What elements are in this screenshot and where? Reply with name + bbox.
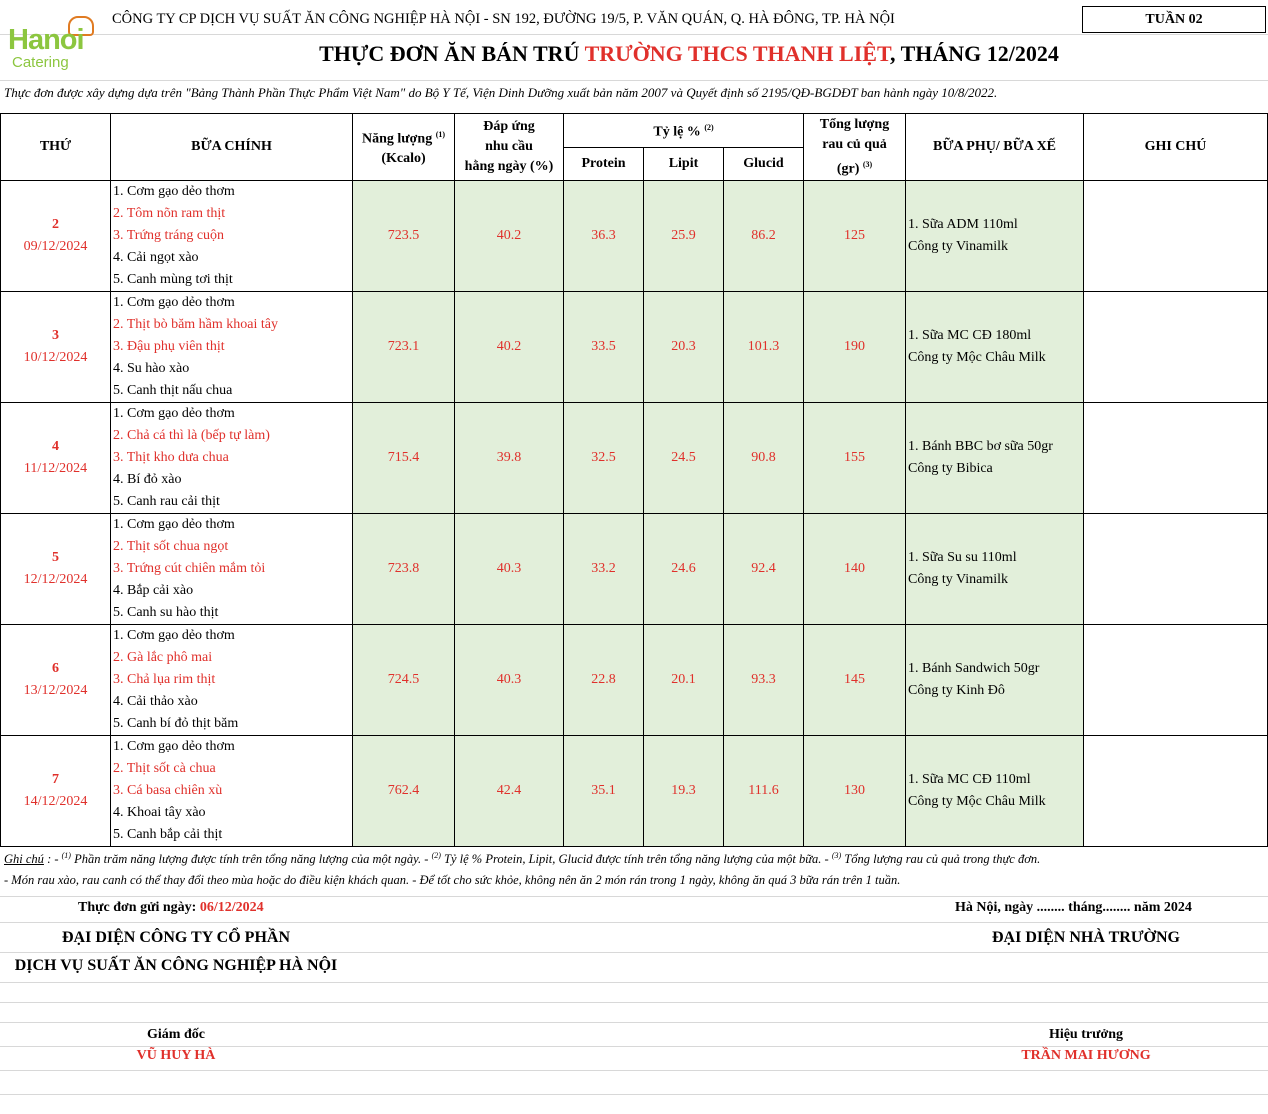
note-cell xyxy=(1084,181,1268,292)
sent-date: Thực đơn gửi ngày: 06/12/2024 xyxy=(78,900,264,915)
vegetable-value: 130 xyxy=(804,736,906,847)
dish-item: 5. Canh mùng tơi thịt xyxy=(113,272,233,287)
col-lipit: Lipit xyxy=(644,148,724,181)
dish-item: 3. Chả lụa rim thịt xyxy=(113,672,216,687)
day-cell xyxy=(1,514,111,625)
dish-item: 5. Canh bắp cải thịt xyxy=(113,827,223,842)
protein-value: 22.8 xyxy=(564,625,644,736)
menu-table xyxy=(0,113,1268,847)
director-title: Giám đốc xyxy=(147,1027,205,1042)
title-school: TRƯỜNG THCS THANH LIỆT xyxy=(584,41,890,66)
note-cell xyxy=(1084,292,1268,403)
day-number: 7 xyxy=(52,772,59,787)
note-cell xyxy=(1084,403,1268,514)
day-date: 13/12/2024 xyxy=(23,683,88,698)
snack-item: 1. Sữa Su su 110ml xyxy=(908,550,1017,565)
dish-item: 1. Cơm gạo dẻo thơm xyxy=(113,406,235,421)
table-row xyxy=(1,625,1268,736)
col-protein: Protein xyxy=(564,148,644,181)
note-cell xyxy=(1084,514,1268,625)
protein-value: 33.2 xyxy=(564,514,644,625)
snack-item: 1. Bánh Sandwich 50gr xyxy=(908,661,1040,676)
company-rep-line-1: ĐẠI DIỆN CÔNG TY CỔ PHẦN xyxy=(61,929,290,946)
dish-item: 4. Cải ngọt xào xyxy=(113,250,199,265)
day-cell xyxy=(1,292,111,403)
table-row xyxy=(1,292,1268,403)
col-ratio: Tỷ lệ % $^{(2)}$ xyxy=(564,114,804,148)
dish-item: 2. Thịt sốt chua ngọt xyxy=(113,539,229,554)
gridline xyxy=(0,952,1268,953)
snack-item: 1. Sữa MC CĐ 180ml xyxy=(908,328,1032,343)
col-glucid: Glucid xyxy=(724,148,804,181)
vegetable-value: 125 xyxy=(804,181,906,292)
vegetable-value: 140 xyxy=(804,514,906,625)
gridline xyxy=(0,982,1268,983)
dish-item: 4. Su hào xào xyxy=(113,361,190,376)
gridline xyxy=(0,1046,1268,1047)
dish-item: 1. Cơm gạo dẻo thơm xyxy=(113,295,235,310)
col-main-meal: BỮA CHÍNH xyxy=(111,114,353,181)
footnote-line-1: Ghi chú : - $^{(1)}$ Phần trăm năng lượng được tính trên tổng năng lượng của một ngày. - $^{(2)}$ Tỷ lệ % Protein, Lipit, Glucid được tính trên tổng năng lượng của một bữa. - $^{(3)}$ Tổng lượng rau củ quả trong thực đơn. xyxy=(4,851,1041,867)
protein-value: 33.5 xyxy=(564,292,644,403)
snack-cell xyxy=(906,736,1084,847)
energy-value: 723.5 xyxy=(353,181,455,292)
snack-supplier: Công ty Mộc Châu Milk xyxy=(908,350,1046,365)
glucid-value: 86.2 xyxy=(724,181,804,292)
day-date: 12/12/2024 xyxy=(23,572,88,587)
dish-item: 4. Bắp cải xào xyxy=(113,583,194,598)
need-value: 42.4 xyxy=(455,736,564,847)
main-meal-cell xyxy=(111,736,353,847)
energy-value: 715.4 xyxy=(353,403,455,514)
dish-item: 5. Canh rau cải thịt xyxy=(113,494,220,509)
week-label: TUẦN 02 xyxy=(1082,6,1266,33)
lipit-value: 24.6 xyxy=(644,514,724,625)
day-number: 2 xyxy=(52,217,59,232)
glucid-value: 111.6 xyxy=(724,736,804,847)
snack-item: 1. Bánh BBC bơ sữa 50gr xyxy=(908,439,1053,454)
snack-supplier: Công ty Vinamilk xyxy=(908,239,1009,254)
day-date: 11/12/2024 xyxy=(23,461,88,476)
glucid-value: 93.3 xyxy=(724,625,804,736)
day-date: 10/12/2024 xyxy=(23,350,88,365)
need-value: 40.2 xyxy=(455,181,564,292)
director-name: VŨ HUY HÀ xyxy=(136,1048,216,1063)
dish-item: 2. Thịt bò băm hầm khoai tây xyxy=(113,317,278,332)
day-cell xyxy=(1,403,111,514)
dish-item: 3. Cá basa chiên xù xyxy=(113,783,223,798)
dish-item: 1. Cơm gạo dẻo thơm xyxy=(113,739,235,754)
protein-value: 32.5 xyxy=(564,403,644,514)
main-meal-cell xyxy=(111,625,353,736)
logo-text: Hanoi xyxy=(8,24,84,56)
place-date: Hà Nội, ngày ........ tháng........ năm 2024 xyxy=(955,900,1192,915)
snack-item: 1. Sữa ADM 110ml xyxy=(908,217,1018,232)
gridline xyxy=(0,922,1268,923)
col-day: THỨ xyxy=(1,114,111,181)
snack-cell xyxy=(906,181,1084,292)
lipit-value: 24.5 xyxy=(644,403,724,514)
need-value: 40.3 xyxy=(455,625,564,736)
title-suffix: , THÁNG 12/2024 xyxy=(889,41,1059,66)
gridline xyxy=(0,34,1268,35)
dish-item: 3. Thịt kho dưa chua xyxy=(113,450,229,465)
company-rep-line-2: DỊCH VỤ SUẤT ĂN CÔNG NGHIỆP HÀ NỘI xyxy=(14,957,338,974)
gridline xyxy=(0,80,1268,81)
snack-item: 1. Sữa MC CĐ 110ml xyxy=(908,772,1031,787)
page-title xyxy=(0,41,1268,67)
dish-item: 2. Chả cá thì là (bếp tự làm) xyxy=(113,428,270,443)
dish-item: 5. Canh thịt nấu chua xyxy=(113,383,233,398)
need-value: 40.2 xyxy=(455,292,564,403)
note-cell xyxy=(1084,736,1268,847)
energy-value: 723.8 xyxy=(353,514,455,625)
dish-item: 2. Tôm nõn ram thịt xyxy=(113,206,226,221)
glucid-value: 90.8 xyxy=(724,403,804,514)
logo-subtext: Catering xyxy=(12,54,69,71)
col-snack: BỮA PHỤ/ BỮA XẾ xyxy=(906,114,1084,181)
glucid-value: 101.3 xyxy=(724,292,804,403)
dish-item: 1. Cơm gạo dẻo thơm xyxy=(113,517,235,532)
main-meal-cell xyxy=(111,403,353,514)
day-number: 4 xyxy=(52,439,59,454)
day-cell xyxy=(1,181,111,292)
day-cell xyxy=(1,625,111,736)
dish-item: 1. Cơm gạo dẻo thơm xyxy=(113,628,235,643)
day-number: 5 xyxy=(52,550,59,565)
table-row xyxy=(1,181,1268,292)
glucid-value: 92.4 xyxy=(724,514,804,625)
snack-supplier: Công ty Kinh Đô xyxy=(908,683,1005,698)
need-value: 40.3 xyxy=(455,514,564,625)
day-cell xyxy=(1,736,111,847)
footnote-line-2: - Món rau xào, rau canh có thể thay đổi theo mùa hoặc do điều kiện khách quan. - Để tốt cho sức khỏe, không nên ăn 2 món rán trong 1 ngày, không ăn quá 3 bữa rán trên 1 tuần. xyxy=(4,873,901,887)
table-row xyxy=(1,403,1268,514)
energy-value: 723.1 xyxy=(353,292,455,403)
dish-item: 2. Gà lắc phô mai xyxy=(113,650,213,665)
snack-supplier: Công ty Bibica xyxy=(908,461,993,476)
dish-item: 5. Canh su hào thịt xyxy=(113,605,219,620)
dish-item: 2. Thịt sốt cà chua xyxy=(113,761,216,776)
col-energy: Năng lượng $^{(1)}$ (Kcalo) xyxy=(353,114,455,181)
col-note: GHI CHÚ xyxy=(1084,114,1268,181)
principal-title: Hiệu trưởng xyxy=(1048,1027,1124,1042)
dish-item: 5. Canh bí đỏ thịt băm xyxy=(113,716,239,731)
energy-value: 724.5 xyxy=(353,625,455,736)
note-cell xyxy=(1084,625,1268,736)
day-date: 09/12/2024 xyxy=(23,239,88,254)
col-vegetables: Tổng lượng rau củ quả (gr) $^{(3)}$ xyxy=(804,114,906,181)
menu-basis-note: Thực đơn được xây dựng dựa trên "Bảng Thành Phần Thực Phẩm Việt Nam" do Bộ Y Tế, Viện Dinh Dưỡng xuất bản năm 2007 và Quyết định số 2195/QĐ-BGDĐT ban hành ngày 10/8/2022. xyxy=(4,85,998,100)
col-daily-need: Đáp ứng nhu cầu hằng ngày (%) xyxy=(455,114,564,181)
dish-item: 3. Trứng cút chiên mắm tỏi xyxy=(113,561,266,576)
snack-cell xyxy=(906,403,1084,514)
gridline xyxy=(0,896,1268,897)
dish-item: 4. Bí đỏ xào xyxy=(113,472,182,487)
energy-value: 762.4 xyxy=(353,736,455,847)
gridline xyxy=(0,1094,1268,1095)
vegetable-value: 190 xyxy=(804,292,906,403)
lipit-value: 19.3 xyxy=(644,736,724,847)
dish-item: 3. Đậu phụ viên thịt xyxy=(113,339,225,354)
snack-cell xyxy=(906,514,1084,625)
protein-value: 35.1 xyxy=(564,736,644,847)
dish-item: 4. Cải thảo xào xyxy=(113,694,198,709)
dish-item: 3. Trứng tráng cuộn xyxy=(113,228,225,243)
table-row xyxy=(1,514,1268,625)
principal-name: TRẦN MAI HƯƠNG xyxy=(1021,1048,1151,1063)
lipit-value: 25.9 xyxy=(644,181,724,292)
need-value: 39.8 xyxy=(455,403,564,514)
main-meal-cell xyxy=(111,181,353,292)
main-meal-cell xyxy=(111,514,353,625)
gridline xyxy=(0,1070,1268,1071)
vegetable-value: 155 xyxy=(804,403,906,514)
snack-supplier: Công ty Vinamilk xyxy=(908,572,1009,587)
protein-value: 36.3 xyxy=(564,181,644,292)
school-rep: ĐẠI DIỆN NHÀ TRƯỜNG xyxy=(991,929,1180,946)
snack-cell xyxy=(906,292,1084,403)
company-address: CÔNG TY CP DỊCH VỤ SUẤT ĂN CÔNG NGHIỆP HÀ NỘI - SN 192, ĐƯỜNG 19/5, P. VĂN QUÁN, Q. HÀ ĐÔNG, TP. HÀ NỘI xyxy=(112,11,895,27)
day-date: 14/12/2024 xyxy=(23,794,88,809)
title-prefix: THỰC ĐƠN ĂN BÁN TRÚ xyxy=(319,41,585,66)
snack-cell xyxy=(906,625,1084,736)
day-number: 6 xyxy=(52,661,59,676)
snack-supplier: Công ty Mộc Châu Milk xyxy=(908,794,1046,809)
dish-item: 4. Khoai tây xào xyxy=(113,805,206,820)
table-row xyxy=(1,736,1268,847)
dish-item: 1. Cơm gạo dẻo thơm xyxy=(113,184,235,199)
lipit-value: 20.1 xyxy=(644,625,724,736)
vegetable-value: 145 xyxy=(804,625,906,736)
main-meal-cell xyxy=(111,292,353,403)
gridline xyxy=(0,1002,1268,1003)
lipit-value: 20.3 xyxy=(644,292,724,403)
day-number: 3 xyxy=(52,328,59,343)
gridline xyxy=(0,1022,1268,1023)
